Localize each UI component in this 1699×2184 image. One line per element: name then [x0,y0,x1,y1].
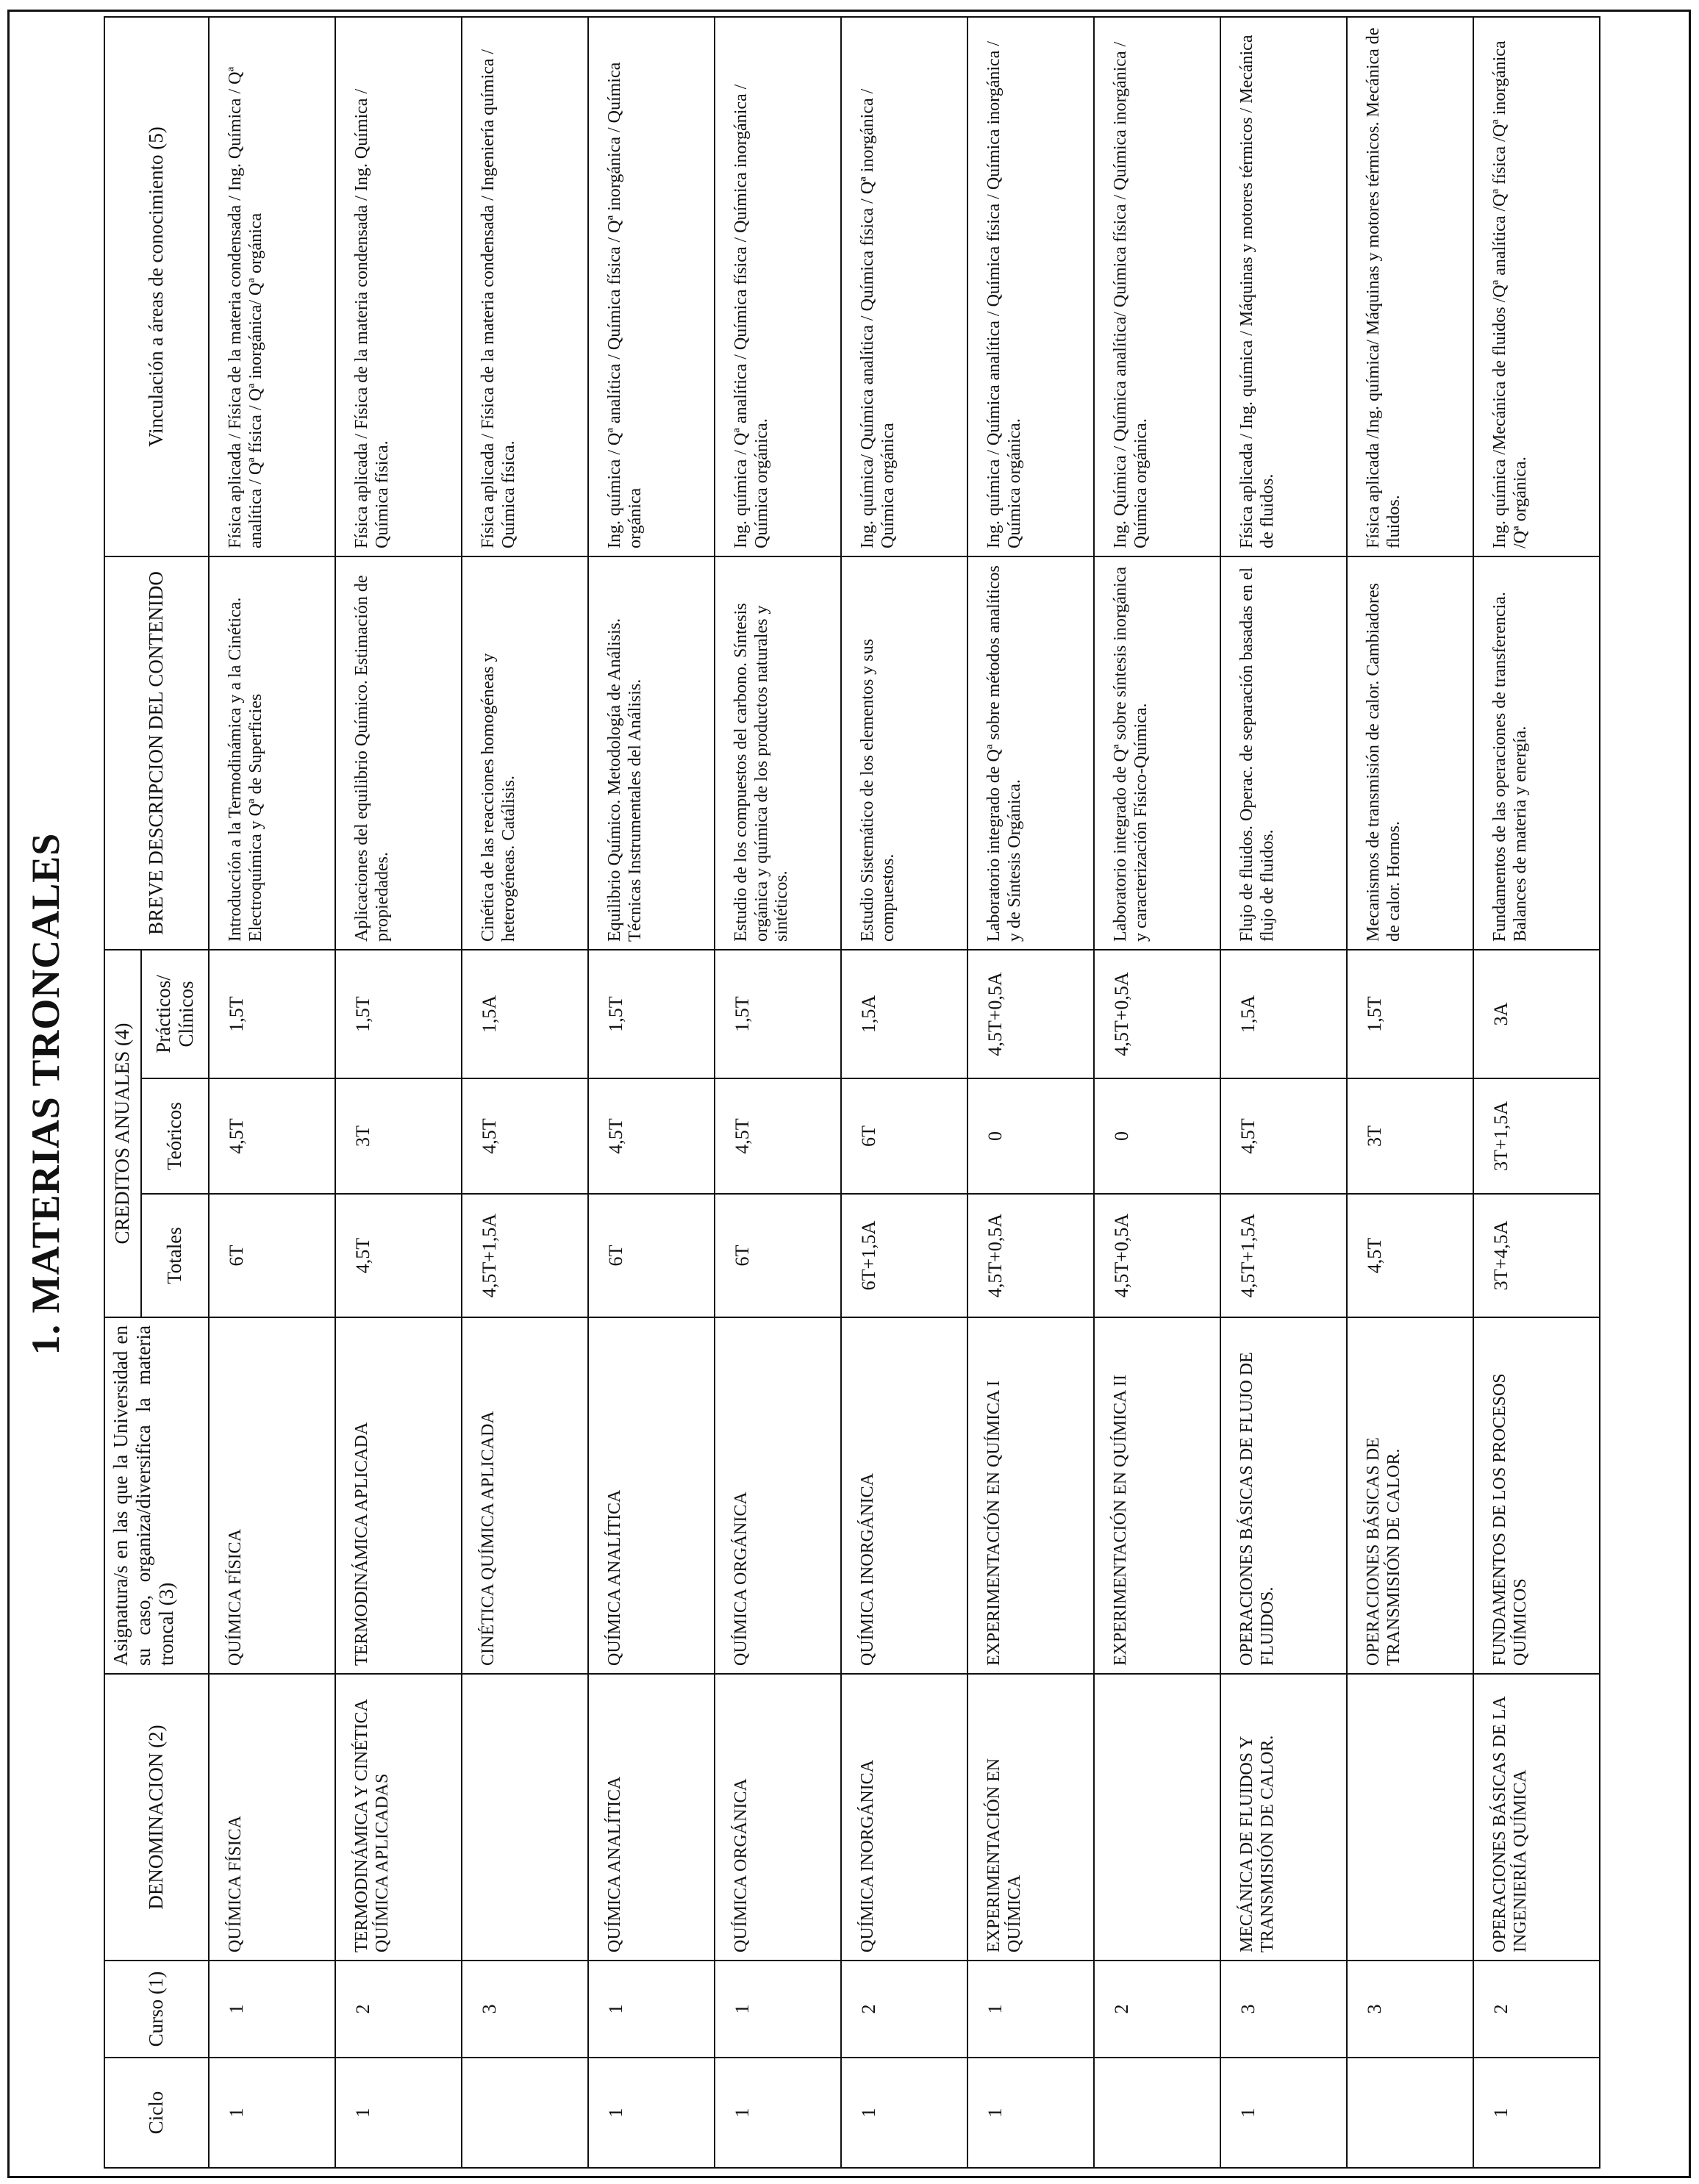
asignatura-cell: QUÍMICA ANALÍTICA [588,1317,715,1674]
ciclo-cell: 1 [1473,2058,1600,2168]
vinculacion-cell: Física aplicada /Ing. química/ Máquinas y motores térmicos. Mecánica de fluidos. [1347,17,1473,556]
teoricos-cell: 0 [967,1078,1094,1194]
ciclo-cell [462,2058,588,2168]
totales-cell: 6T [715,1194,841,1317]
curso-cell: 3 [462,1961,588,2058]
curso-cell: 3 [1347,1961,1473,2058]
ciclo-cell: 1 [715,2058,841,2168]
table-row [1473,17,1600,2168]
descripcion-cell: Cinética de las reacciones homogéneas y heterogéneas. Catálisis. [462,556,588,950]
totales-cell: 6T+1,5A [841,1194,967,1317]
practicos-cell: 4,5T+0,5A [1094,950,1220,1078]
totales-cell: 4,5T+0,5A [967,1194,1094,1317]
denominacion-cell [1094,1674,1220,1961]
denominacion-cell: QUÍMICA ORGÁNICA [715,1674,841,1961]
descripcion-cell: Flujo de fluidos. Operac. de separación basadas en el flujo de fluidos. [1220,556,1347,950]
practicos-cell: 4,5T+0,5A [967,950,1094,1078]
curso-cell: 1 [967,1961,1094,2058]
descripcion-cell: Aplicaciones del equilibrio Químico. Estimación de propiedades. [335,556,462,950]
denominacion-cell: TERMODINÁMICA Y CINÉTICA QUÍMICA APLICADAS [335,1674,462,1961]
table-row [715,17,841,2168]
table-row [209,17,335,2168]
header-asignaturas: Asignatura/s en las que la Universidad en su caso, organiza/diversifica la materia troncal (3) [104,1317,209,1674]
table-row [1347,17,1473,2168]
denominacion-cell [462,1674,588,1961]
vinculacion-cell: Física aplicada / Ing. química / Máquinas y motores térmicos / Mecánica de fluidos. [1220,17,1347,556]
practicos-cell: 1,5T [715,950,841,1078]
vinculacion-cell: Ing. química / Qª analítica / Química física / Qª inorgánica / Química orgánica [588,17,715,556]
teoricos-cell: 3T [335,1078,462,1194]
vinculacion-cell: Física aplicada / Física de la materia condensada / Ing. Química / Qª analítica / Qª física / Qª inorgánica/ Qª orgánica [209,17,335,556]
totales-cell: 3T+4,5A [1473,1194,1600,1317]
curso-cell: 3 [1220,1961,1347,2058]
asignatura-cell: QUÍMICA FÍSICA [209,1317,335,1674]
curso-cell: 2 [1094,1961,1220,2058]
header-creditos: CREDITOS ANUALES (4) [104,950,141,1317]
header-vinculacion: Vinculación a áreas de conocimiento (5) [104,17,209,556]
curso-cell: 2 [841,1961,967,2058]
vinculacion-cell: Ing. química/ Química analítica / Química física / Qª inorgánica / Química orgánica [841,17,967,556]
header-totales: Totales [141,1194,209,1317]
denominacion-cell: QUÍMICA FÍSICA [209,1674,335,1961]
teoricos-cell: 3T [1347,1078,1473,1194]
denominacion-cell: QUÍMICA INORGÁNICA [841,1674,967,1961]
table-row [588,17,715,2168]
ciclo-cell: 1 [967,2058,1094,2168]
teoricos-cell: 4,5T [1220,1078,1347,1194]
curso-cell: 2 [335,1961,462,2058]
asignatura-cell: CINÉTICA QUÍMICA APLICADA [462,1317,588,1674]
table-row [1094,17,1220,2168]
table-row [335,17,462,2168]
table-row [841,17,967,2168]
totales-cell: 4,5T+0,5A [1094,1194,1220,1317]
denominacion-cell [1347,1674,1473,1961]
vinculacion-cell: Ing. química / Qª analítica / Química física / Química inorgánica / Química orgánica. [715,17,841,556]
ciclo-cell: 1 [588,2058,715,2168]
descripcion-cell: Laboratorio integrado de Qª sobre síntesis inorgánica y caracterización Físico-Química. [1094,556,1220,950]
document-sheet [7,10,1691,2178]
denominacion-cell: OPERACIONES BÁSICAS DE LA INGENIERÍA QUÍMICA [1473,1674,1600,1961]
practicos-cell: 1,5A [841,950,967,1078]
curso-cell: 2 [1473,1961,1600,2058]
denominacion-cell: EXPERIMENTACIÓN EN QUÍMICA [967,1674,1094,1961]
asignatura-cell: QUÍMICA ORGÁNICA [715,1317,841,1674]
descripcion-cell: Introducción a la Termodinámica y a la Cinética. Electroquímica y Qª de Superficies [209,556,335,950]
vinculacion-cell: Ing. química / Química analítica / Química física / Química inorgánica / Química orgánica. [967,17,1094,556]
denominacion-cell: MECÁNICA DE FLUIDOS Y TRANSMISIÓN DE CALOR. [1220,1674,1347,1961]
header-denominacion: DENOMINACION (2) [104,1674,209,1961]
asignatura-cell: TERMODINÁMICA APLICADA [335,1317,462,1674]
asignatura-cell: FUNDAMENTOS DE LOS PROCESOS QUÍMICOS [1473,1317,1600,1674]
totales-cell: 6T [209,1194,335,1317]
descripcion-cell: Equilibrio Químico. Metodología de Análisis. Técnicas Instrumentales del Análisis. [588,556,715,950]
troncales-table [104,16,1600,2169]
descripcion-cell: Fundamentos de las operaciones de transferencia. Balances de materia y energía. [1473,556,1600,950]
page-title: 1. MATERIAS TRONCALES [24,832,68,1356]
practicos-cell: 1,5A [462,950,588,1078]
asignatura-cell: OPERACIONES BÁSICAS DE TRANSMISIÓN DE CALOR. [1347,1317,1473,1674]
totales-cell: 4,5T [335,1194,462,1317]
totales-cell: 4,5T [1347,1194,1473,1317]
descripcion-cell: Estudio de los compuestos del carbono. Síntesis orgánica y química de los productos naturales y sintéticos. [715,556,841,950]
vinculacion-cell: Física aplicada / Física de la materia condensada / Ing. Química / Química física. [335,17,462,556]
teoricos-cell: 4,5T [715,1078,841,1194]
header-ciclo: Ciclo [104,2058,209,2168]
denominacion-cell: QUÍMICA ANALÍTICA [588,1674,715,1961]
totales-cell: 6T [588,1194,715,1317]
header-curso: Curso (1) [104,1961,209,2058]
practicos-cell: 1,5T [588,950,715,1078]
vinculacion-cell: Física aplicada / Física de la materia condensada / Ingeniería química / Química física. [462,17,588,556]
asignatura-cell: OPERACIONES BÁSICAS DE FLUJO DE FLUIDOS. [1220,1317,1347,1674]
curso-cell: 1 [715,1961,841,2058]
ciclo-cell: 1 [209,2058,335,2168]
practicos-cell: 1,5T [1347,950,1473,1078]
practicos-cell: 1,5A [1220,950,1347,1078]
teoricos-cell: 4,5T [588,1078,715,1194]
ciclo-cell [1094,2058,1220,2168]
ciclo-cell: 1 [335,2058,462,2168]
vinculacion-cell: Ing. química /Mecánica de fluidos /Qª analítica /Qª física /Qª inorgánica /Qª orgánica. [1473,17,1600,556]
descripcion-cell: Mecanismos de transmisión de calor. Cambiadores de calor. Hornos. [1347,556,1473,950]
curso-cell: 1 [209,1961,335,2058]
header-descripcion: BREVE DESCRIPCION DEL CONTENIDO [104,556,209,950]
ciclo-cell: 1 [1220,2058,1347,2168]
curso-cell: 1 [588,1961,715,2058]
table-row [1220,17,1347,2168]
ciclo-cell: 1 [841,2058,967,2168]
asignatura-cell: EXPERIMENTACIÓN EN QUÍMICA I [967,1317,1094,1674]
ciclo-cell [1347,2058,1473,2168]
totales-cell: 4,5T+1,5A [1220,1194,1347,1317]
table-row [462,17,588,2168]
totales-cell: 4,5T+1,5A [462,1194,588,1317]
teoricos-cell: 4,5T [209,1078,335,1194]
teoricos-cell: 4,5T [462,1078,588,1194]
descripcion-cell: Estudio Sistemático de los elementos y sus compuestos. [841,556,967,950]
practicos-cell: 3A [1473,950,1600,1078]
teoricos-cell: 3T+1,5A [1473,1078,1600,1194]
teoricos-cell: 0 [1094,1078,1220,1194]
asignatura-cell: EXPERIMENTACIÓN EN QUÍMICA II [1094,1317,1220,1674]
vinculacion-cell: Ing. Química / Química analítica/ Química física / Química inorgánica / Química orgánica. [1094,17,1220,556]
header-teoricos: Teóricos [141,1078,209,1194]
table-row [967,17,1094,2168]
practicos-cell: 1,5T [209,950,335,1078]
practicos-cell: 1,5T [335,950,462,1078]
teoricos-cell: 6T [841,1078,967,1194]
header-practicos: Prácticos/ Clínicos [141,950,209,1078]
header-row-1 [104,17,141,2168]
descripcion-cell: Laboratorio integrado de Qª sobre métodos analíticos y de Síntesis Orgánica. [967,556,1094,950]
asignatura-cell: QUÍMICA INORGÁNICA [841,1317,967,1674]
